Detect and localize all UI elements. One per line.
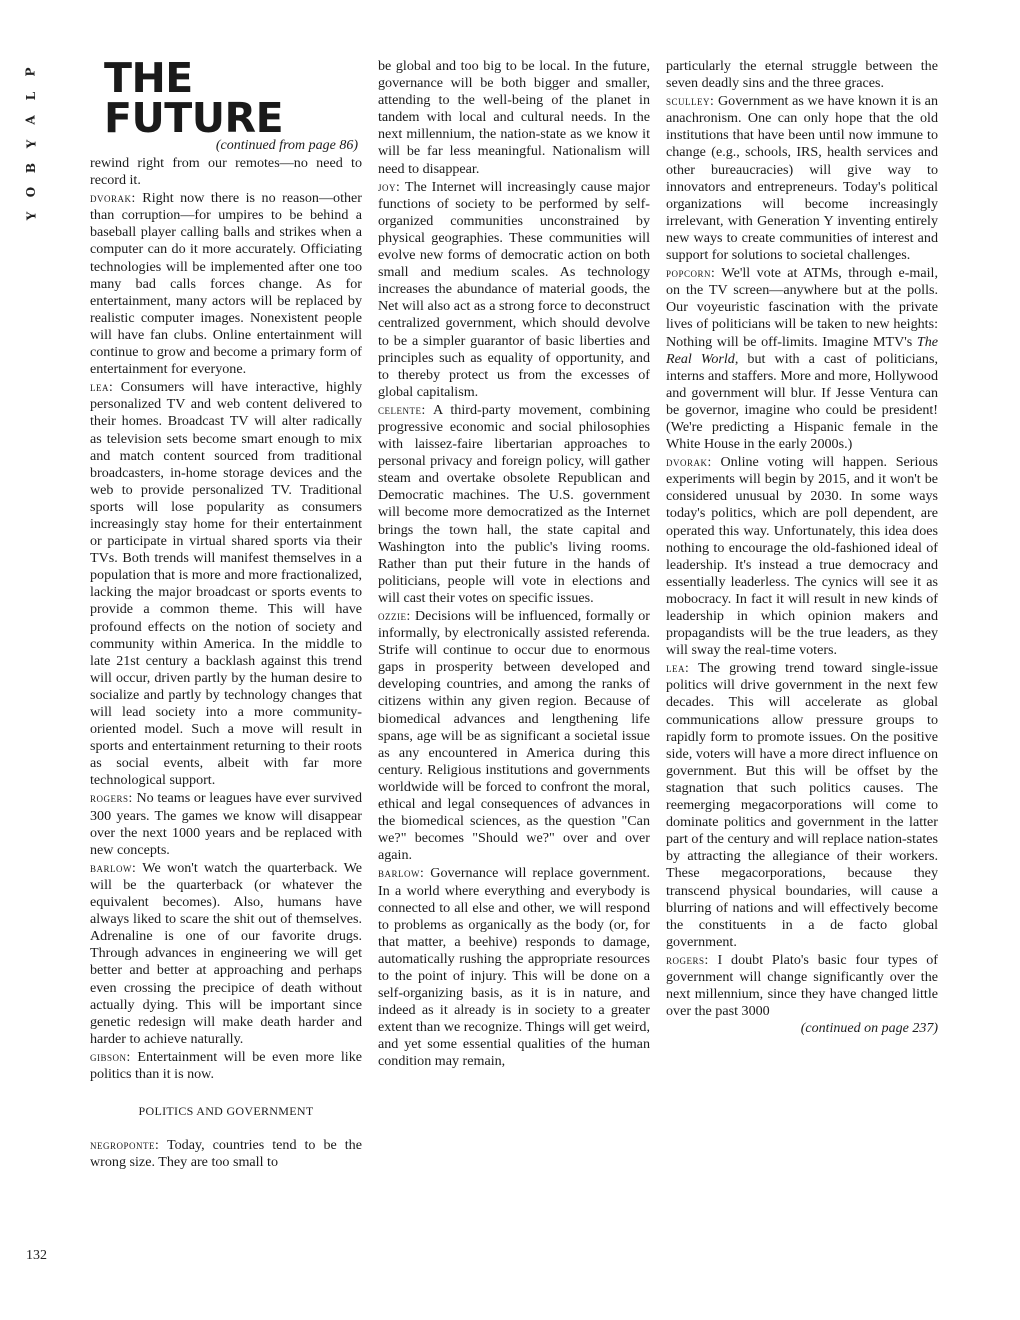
paragraph — [90, 859, 362, 1048]
paragraph-text: , but with a cast of politicians, interns and staffers. More and more, Hollywood and government will blur. If Jesse Ventura can be governor, imagine who could be president! (We're predicting a Hispanic female in the White House in the early 2000s.) — [666, 350, 938, 453]
continued-to-note: (continued on page 237) — [800, 1021, 938, 1037]
speaker-name: popcorn: — [666, 265, 716, 281]
paragraph-text: be global and too big to be local. In the future, governance will be both bigger and smaller, attending to the well-being of the planet in tandem with local and cultural needs. In the next millennium, the nation-state as we know it will be far less meaningful. Nationalism will need to disappear. — [378, 58, 650, 177]
section-heading: POLITICS AND GOVERNMENT — [138, 1104, 314, 1119]
paragraph — [90, 189, 362, 378]
paragraph-text: Entertainment will be even more like politics than it is now. — [90, 1048, 362, 1082]
paragraph-text: Consumers will have interactive, highly personalized TV and web content delivered to their homes. Broadcast TV will alter radically as television sets become smart enough to mix and match content sourced from traditional broadcasters, in-home storage devices and the web to provide personalized TV. Traditional sports will lose popularity as consumers increasingly stay home for their entertainment or participate in virtual shared sports via their TVs. Both trends will manifest themselves in a population that is more and more fractionalized, lacking the major broadcast or sports events to provide a common theme. This will have profound effects on the notion of society and community within America. In the middle to late 21st century a backlash against this trend will occur, driven partly by the human desire to socialize and partly by technology changes that will lead society into a more community-oriented model. Such a move will result in sports and entertainment returning to their roots as social events, albeit with far more technological support. — [90, 379, 362, 789]
tv-show-title: The Real World — [666, 333, 938, 367]
masthead-letter: P — [24, 67, 38, 77]
masthead-letter: L — [24, 91, 38, 101]
article-column-1 — [90, 54, 362, 1171]
speaker-name: celente: — [378, 401, 426, 417]
paragraph — [666, 453, 938, 659]
paragraph — [666, 951, 938, 1020]
speaker-name: rogers: — [666, 951, 709, 967]
article-column-2 — [378, 58, 650, 1071]
speaker-name: gibson: — [90, 1048, 131, 1064]
paragraph — [90, 378, 362, 789]
paragraph — [378, 607, 650, 864]
speaker-name: sculley: — [666, 93, 715, 109]
playboy-masthead — [18, 60, 44, 228]
paragraph-text: A third-party movement, combining progressive economic and social philosophies with laissez-faire libertarian approaches to personal privacy and foreign policy, will gather steam and overtake obsolete Republican and Democratic machines. The U.S. government will become more democratized as the Internet brings the town hall, the state capital and Washington into the public's living rooms. Rather than put their future in the hands of politicians, people will vote in elections and will cast their votes on specific issues. — [378, 401, 650, 606]
paragraph-text: We'll vote at ATMs, through e-mail, on the TV screen—anywhere but at the polls. Our voyeuristic fascination with the private lives of politicians will be taken to new heights: Nothing will be off-limits. Imagine MTV's — [666, 265, 938, 350]
paragraph-text: No teams or leagues have ever survived 300 years. The games we know will disappear over the next 1000 years and be replaced with new concepts. — [90, 790, 362, 858]
article-title: THE FUTURE — [104, 54, 284, 142]
paragraph-text: particularly the eternal struggle between the seven deadly sins and the three graces. — [666, 58, 938, 92]
speaker-name: joy: — [378, 178, 401, 194]
speaker-name: lea: — [666, 660, 690, 676]
masthead-letter: Y — [23, 211, 38, 221]
speaker-name: lea: — [90, 379, 114, 395]
masthead-letter: B — [24, 162, 38, 174]
paragraph — [378, 401, 650, 607]
paragraph — [90, 1048, 362, 1083]
paragraph-text: Today, countries tend to be the wrong size. They are too small to — [90, 1137, 362, 1171]
paragraph — [90, 789, 362, 858]
paragraph-text: Government as we have known it is an anachronism. One can only hope that the old institutions that have been until now immune to change (e.g., schools, IRS, health services and other bureaucracies) will give way to innovators and entrepreneurs. Today's political organizations will become increasingly irrelevant, with Generation Y inventing entirely new ways to create communities of interest and support for solutions to societal challenges. — [666, 93, 938, 264]
speaker-name: barlow: — [90, 859, 137, 875]
paragraph-text: The Internet will increasingly cause major functions of society to be performed by self-organized communities unconstrained by physical geographies. These communities will evolve new forms of democratic action on both small and medium scales. As technology increases the abundance of material goods, the Net will also act as a strong force to deconstruct centralized government, which should devolve to be a simpler guarantor of basic liberties and principles such as equality of opportunity, and to thereby protect us from the excesses of global capitalism. — [378, 178, 650, 400]
paragraph — [90, 155, 362, 189]
paragraph — [666, 92, 938, 264]
paragraph-text: Online voting will happen. Serious experiments will begin by 2015, and it won't be considered unusual by 2030. In some ways today's politics, which are poll dependent, are operated this way. Unfortunately, this idea does nothing to encourage the old-fashioned ideal of leadership. It's instead a true democracy and essentially leaderless. The cynics will see it as mobocracy. In fact it will result in new kinds of leadership in which opinion makers and propagandists will be the true leaders, as they will sway the real-time voters. — [666, 454, 938, 659]
paragraph-text: We won't watch the quarterback. We will be the quarterback (or whatever the equivalent becomes). Also, humans have always liked to scare the shit out of themselves. Adrenaline is one of our favorite drugs. Through advances in engineering we will get better and better at approaching and perhaps even crossing the precipice of death without actually dying. This will be important since genetic redesign will make death harder and harder to achieve naturally. — [90, 859, 362, 1047]
page-number: 132 — [26, 1248, 47, 1263]
paragraph-text: The growing trend toward single-issue politics will drive government in the next few decades. This will accelerate as global communications allow pressure groups to rapidly form to promote issues. On the positive side, voters will have a more direct influence on government. But this will be offset by the stagnation that such politics causes. The reemerging megacorporations will come to dominate politics and government in the latter part of the century and will replace nation-states by attracting the allegiance of their workers. These megacorporations, because they transcend physical boundaries, will cause a blurring of nations and will effectively become the constituents in a de facto global government. — [666, 660, 938, 950]
paragraph-text: Right now there is no reason—other than corruption—for umpires to be behind a baseball player calling balls and strikes when a computer can do it more accurately. Officiating technologies will be implemented after one too many bad calls forces change. As for entertainment, many actors will be replaced by realistic computer images. Nonexistent people will have fan clubs. Online entertainment will continue to grow and become a primary form of entertainment for everyone. — [90, 190, 362, 378]
paragraph — [666, 659, 938, 951]
paragraph — [378, 178, 650, 401]
paragraph — [666, 58, 938, 92]
paragraph — [378, 58, 650, 178]
paragraph-text: Governance will replace government. In a world where everything and everybody is connected to all else and other, we will respond to problems as organically as the body (or, for that matter, a beehive) responds to damage, automatically rushing the appropriate resources to the point of injury. This will be done on a self-organizing basis, as it is in nature, and indeed as it already is in society to a greater extent than we recognize. Things will get weird, and yet some essential qualities of the human condition may remain, — [378, 865, 650, 1070]
continued-from-note: (continued from page 86) — [215, 138, 358, 153]
paragraph — [378, 864, 650, 1070]
paragraph — [666, 264, 938, 453]
masthead-letter: Y — [23, 139, 38, 149]
speaker-name: dvorak: — [666, 454, 712, 470]
speaker-name: negroponte: — [90, 1137, 160, 1153]
speaker-name: rogers: — [90, 790, 133, 806]
speaker-name: barlow: — [378, 865, 425, 881]
paragraph-text: I doubt Plato's basic four types of government will change significantly over the next millennium, since they have changed little over the past 3000 — [666, 951, 938, 1020]
masthead-letter: A — [24, 115, 38, 125]
article-column-3 — [666, 58, 938, 1037]
paragraph-text: rewind right from our remotes—no need to record it. — [90, 155, 362, 189]
paragraph-text: Decisions will be influenced, formally or informally, by electronically assisted referenda. Strife will continue to occur due to enormous gaps in prosperity between developed and developing countries, and among the ranks of citizens within any given region. Because of biomedical advances and lengthening life spans, age will be as significant a societal issue as any encountered in America during this century. Religious institutions and governments worldwide will be forced to confront the moral, ethical and legal consequences of advances in the biomedical sciences, as the question "Can we?" becomes "Should we?" over and over again. — [378, 608, 650, 864]
paragraph — [90, 1136, 362, 1171]
masthead-letter: O — [23, 186, 38, 198]
speaker-name: dvorak: — [90, 190, 136, 206]
speaker-name: ozzie: — [378, 608, 411, 623]
